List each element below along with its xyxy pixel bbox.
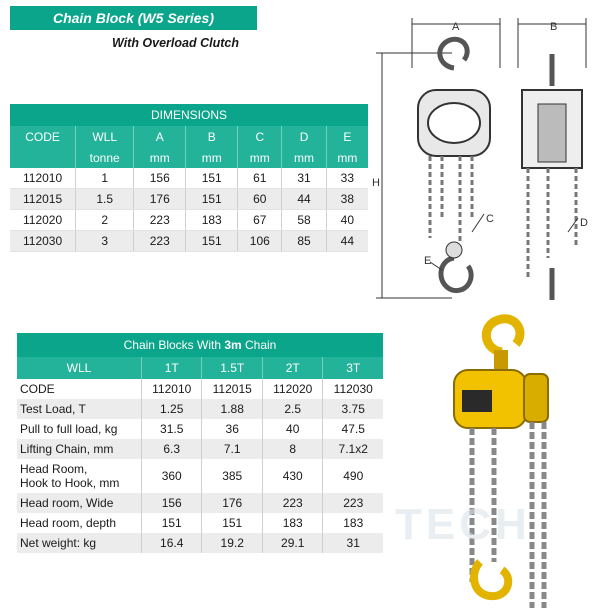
row-label: Lifting Chain, mm [17,439,141,459]
cb-col-wll: WLL [17,357,141,379]
table-cell: 176 [134,189,186,210]
row-label: CODE [17,379,141,399]
table-row [10,189,368,210]
table-cell: 44 [282,189,326,210]
table-cell: 33 [326,168,368,189]
table-cell: 106 [238,231,282,252]
chain-block-diagram [372,8,596,308]
page-title: Chain Block (W5 Series) [10,6,257,30]
table-cell: 156 [134,168,186,189]
table-cell: 183 [186,210,238,231]
dim-col-c: C [238,126,282,148]
table-cell: 151 [186,231,238,252]
dim-label-a: A [452,21,460,33]
dim-label-e: E [424,255,432,267]
heading-suffix: Chain [241,338,277,352]
table-cell: 385 [202,459,263,493]
dim-label-c: C [486,213,494,225]
table-cell: 40 [262,419,323,439]
table-cell: 85 [282,231,326,252]
table-cell: 40 [326,210,368,231]
cb-col-2t: 2T [262,357,323,379]
row-label-line: Hook to Hook, mm [20,476,120,490]
table-cell: 7.1 [202,439,263,459]
row-label: Net weight: kg [17,533,141,553]
table-cell: 3 [76,231,134,252]
table-cell: 7.1x2 [323,439,383,459]
table-cell: 6.3 [141,439,202,459]
table-cell: 58 [282,210,326,231]
table-cell: 19.2 [202,533,263,553]
table-row [10,168,368,189]
table-cell: 223 [134,210,186,231]
table-row [17,493,383,513]
heading-prefix: Chain Blocks With [123,338,225,352]
table-cell: 183 [343,516,364,530]
table-cell: 8 [262,439,323,459]
table-cell: 151 [141,513,202,533]
table-cell: 112010 [141,379,202,399]
table-cell: 112030 [333,382,373,396]
table-cell: 223 [262,493,323,513]
table-cell: 16.4 [141,533,202,553]
row-label: Test Load, T [17,399,141,419]
watermark: TECH [395,500,531,549]
dim-col-e: E [326,126,368,148]
dim-unit: mm [134,148,186,168]
table-row [17,459,383,493]
table-cell: 151 [202,513,263,533]
table-cell: 3.75 [323,399,383,419]
row-label: Pull to full load, kg [17,419,141,439]
dim-unit: mm [186,148,238,168]
row-label: Head room, depth [17,513,141,533]
table-cell: 151 [186,168,238,189]
table-cell: 112015 [202,379,263,399]
table-cell: 151 [186,189,238,210]
table-cell: 1 [76,168,134,189]
table-cell: 67 [238,210,282,231]
table-row [10,210,368,231]
table-row [17,513,383,533]
page-subtitle: With Overload Clutch [112,36,239,50]
dim-label-h: H [372,177,380,189]
table-cell: 29.1 [262,533,323,553]
dim-unit: tonne [76,148,134,168]
dim-col-b: B [186,126,238,148]
table-cell: 36 [202,419,263,439]
table-row [10,231,368,252]
dim-col-a: A [134,126,186,148]
dimensions-heading: DIMENSIONS [10,104,368,126]
table-cell: 183 [262,513,323,533]
table-cell: 176 [202,493,263,513]
dim-col-d: D [282,126,326,148]
table-cell: 47.5 [341,422,365,436]
dim-col-wll: WLL [76,126,134,148]
table-cell: 1.88 [202,399,263,419]
table-cell: 2.5 [262,399,323,419]
dimensions-table [10,104,368,252]
table-cell: 1.5 [76,189,134,210]
table-row [17,419,383,439]
table-cell: 31.5 [141,419,202,439]
table-cell: 112030 [10,231,76,252]
table-cell: 44 [326,231,368,252]
dim-label-d: D [580,217,588,229]
table-row [17,439,383,459]
heading-bold: 3m [224,338,242,352]
table-row [17,399,383,419]
table-cell: 156 [141,493,202,513]
table-cell: 61 [238,168,282,189]
row-label [17,459,141,493]
table-cell: 1.25 [141,399,202,419]
table-cell: 60 [238,189,282,210]
table-cell: 112010 [10,168,76,189]
table-cell: 31 [323,533,383,553]
cb-col-1-5t: 1.5T [202,357,263,379]
table-cell: 223 [323,493,383,513]
table-cell: 2 [76,210,134,231]
dim-label-b: B [550,21,558,33]
row-label-line: Head Room, [20,462,88,476]
table-cell: 38 [326,189,368,210]
dim-unit: mm [238,148,282,168]
table-cell: 360 [141,459,202,493]
dim-unit: mm [326,148,368,168]
chain-block-photo [432,312,592,608]
chain-blocks-table [17,333,383,553]
table-cell: 112015 [10,189,76,210]
chain-blocks-heading [17,333,383,357]
table-cell: 31 [282,168,326,189]
row-label: Head room, Wide [17,493,141,513]
dim-unit [10,148,76,168]
table-cell: 112020 [10,210,76,231]
table-row [17,533,383,553]
table-row [17,379,383,399]
table-cell: 112020 [262,379,323,399]
cb-col-3t: 3T [323,357,383,379]
dim-col-code: CODE [10,126,76,148]
table-cell: 223 [134,231,186,252]
table-cell: 490 [343,469,364,483]
cb-col-1t: 1T [141,357,202,379]
table-cell: 430 [262,459,323,493]
dim-unit: mm [282,148,326,168]
